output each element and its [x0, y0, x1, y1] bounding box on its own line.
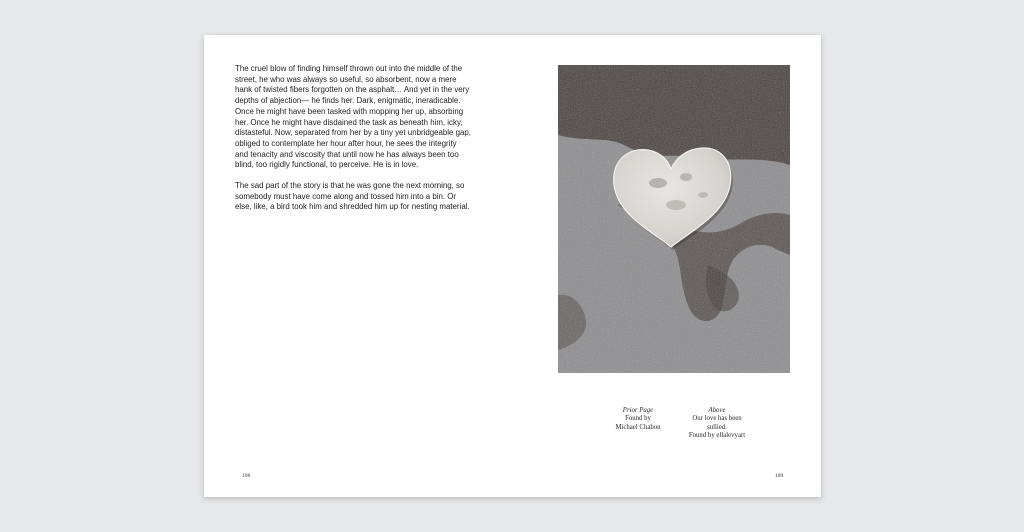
left-page	[204, 35, 512, 497]
right-page	[512, 35, 821, 497]
heart-photo-image	[558, 65, 790, 373]
caption-line: Our love has been	[692, 415, 742, 423]
page-number-left: 108	[242, 473, 251, 479]
heart-smudge	[680, 173, 692, 181]
caption-title: Above	[708, 407, 726, 414]
caption-line: Michael Chabon	[615, 423, 661, 431]
caption-line: Found by ellalevyart	[688, 432, 746, 440]
body-text	[235, 64, 471, 223]
caption-line: Found by	[625, 415, 651, 423]
heart-smudge	[698, 192, 708, 198]
body-paragraph-2: The sad part of the story is that he was gone the next morning, so somebody must have come along and tossed him into a bin. Or else, like, a bird took him and shredded him up for nesting material.	[235, 181, 470, 212]
caption-title: Prior Page	[622, 407, 654, 414]
book-spread	[204, 35, 821, 497]
heart-smudge	[649, 178, 667, 188]
caption-line: sullied.	[707, 423, 727, 431]
heart-photo	[558, 65, 790, 373]
caption-prior-page	[600, 407, 676, 432]
caption-above	[679, 407, 755, 441]
page-number-right: 109	[775, 473, 784, 479]
heart-smudge	[666, 200, 686, 210]
body-paragraph-1: The cruel blow of finding himself thrown out into the middle of the street, he who was always so useful, so absorbent, now a mere hank of twisted fibers forgotten on the asphalt… And yet in the very depths of abjection— he finds her. Dark, enigmatic, ineradicable. Once he might have been tasked with mopping her up, absorbing her. Once he might have disdained the task as beneath him, icky, distasteful. Now, separated from her by a tiny yet unbridgeable gap, obliged to contemplate her hour after hour, he sees the integrity and tenacity and viscosity that until now he has always been too blind, too rigidly functional, to perceive. He is in love.	[235, 64, 471, 170]
